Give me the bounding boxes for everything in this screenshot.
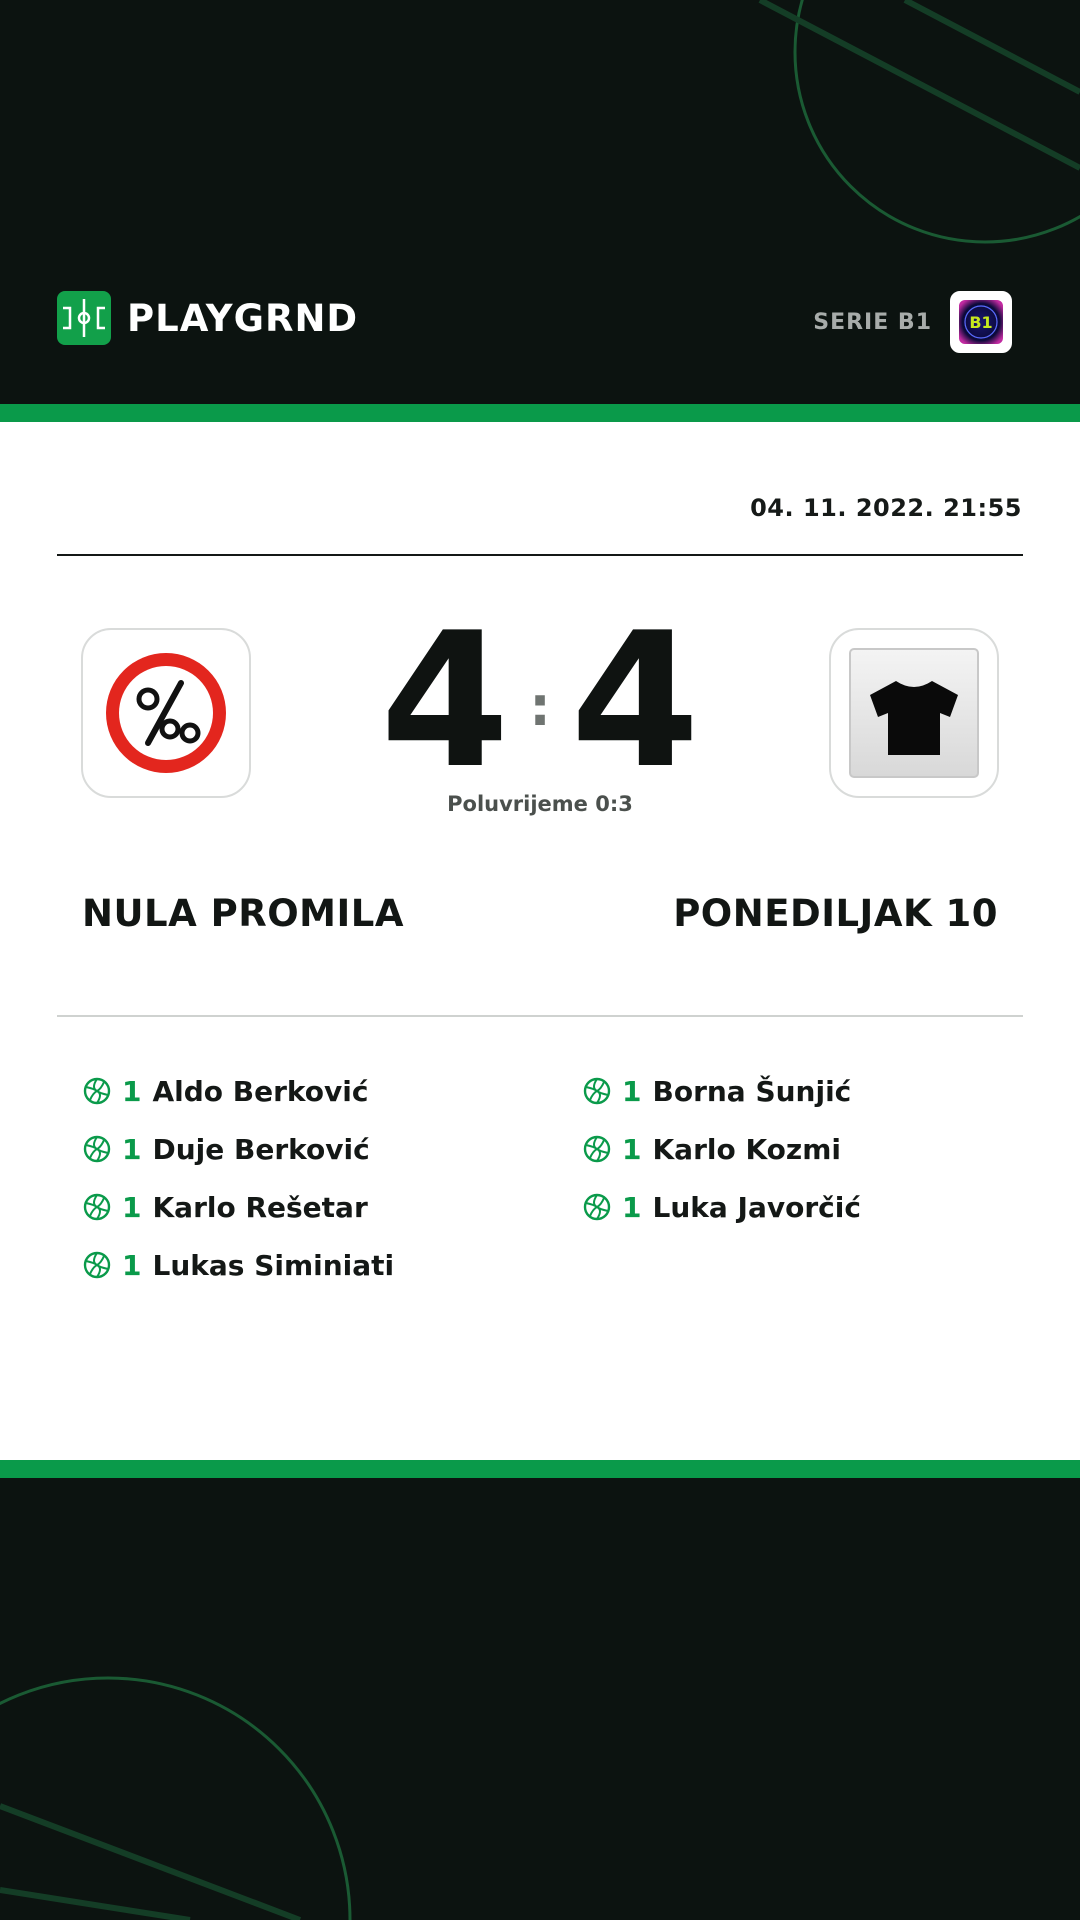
league-badge [950, 291, 1012, 353]
home-score: 4 [380, 592, 510, 809]
ball-icon [82, 1192, 112, 1222]
league[interactable] [813, 291, 1012, 353]
score-separator: : [529, 675, 551, 738]
scorer-row [582, 1120, 861, 1178]
league-badge-text: B1 [969, 313, 993, 332]
ball-icon [82, 1134, 112, 1164]
ball-icon [582, 1192, 612, 1222]
ball-icon [82, 1076, 112, 1106]
ball-icon [582, 1134, 612, 1164]
scorer-goals: 1 [122, 1132, 142, 1166]
match-card [0, 422, 1080, 1460]
pitch-icon [57, 291, 111, 345]
scorer-goals: 1 [622, 1074, 642, 1108]
brand-name: PLAYGRND [127, 296, 359, 340]
scorer-name: Karlo Kozmi [652, 1132, 841, 1166]
scorer-goals: 1 [122, 1074, 142, 1108]
league-name: SERIE B1 [813, 309, 932, 335]
scorer-goals: 1 [122, 1190, 142, 1224]
scorer-name: Borna Šunjić [652, 1074, 852, 1108]
divider [57, 554, 1023, 556]
scorer-name: Luka Javorčić [652, 1190, 861, 1224]
match-datetime: 04. 11. 2022. 21:55 [750, 494, 1022, 522]
divider [57, 1015, 1023, 1017]
scorer-row [582, 1178, 861, 1236]
pitch-lines-decoration-bottom [0, 1478, 1080, 1920]
accent-bar-bottom [0, 1460, 1080, 1478]
scorer-name: Duje Berković [152, 1132, 370, 1166]
home-team-name: NULA PROMILA [82, 892, 404, 935]
halftime-score: Poluvrijeme 0:3 [447, 792, 633, 816]
scorer-row [82, 1062, 394, 1120]
ball-icon [82, 1250, 112, 1280]
ball-icon [582, 1076, 612, 1106]
scorer-name: Aldo Berković [152, 1074, 369, 1108]
away-scorers-list [582, 1062, 861, 1236]
scorer-row [82, 1120, 394, 1178]
accent-bar-top [0, 404, 1080, 422]
away-team-logo[interactable] [829, 628, 999, 798]
scorer-row [82, 1178, 394, 1236]
scorer-goals: 1 [122, 1248, 142, 1282]
scorer-goals: 1 [622, 1132, 642, 1166]
jersey-icon [846, 645, 982, 781]
scorer-name: Karlo Rešetar [152, 1190, 368, 1224]
scorer-row [582, 1062, 861, 1120]
scorer-name: Lukas Siminiati [152, 1248, 395, 1282]
away-score: 4 [570, 592, 700, 809]
scorer-row [82, 1236, 394, 1294]
home-scorers-list [82, 1062, 394, 1294]
away-team-name: PONEDILJAK 10 [673, 892, 998, 935]
scorer-goals: 1 [622, 1190, 642, 1224]
brand[interactable] [57, 291, 358, 345]
